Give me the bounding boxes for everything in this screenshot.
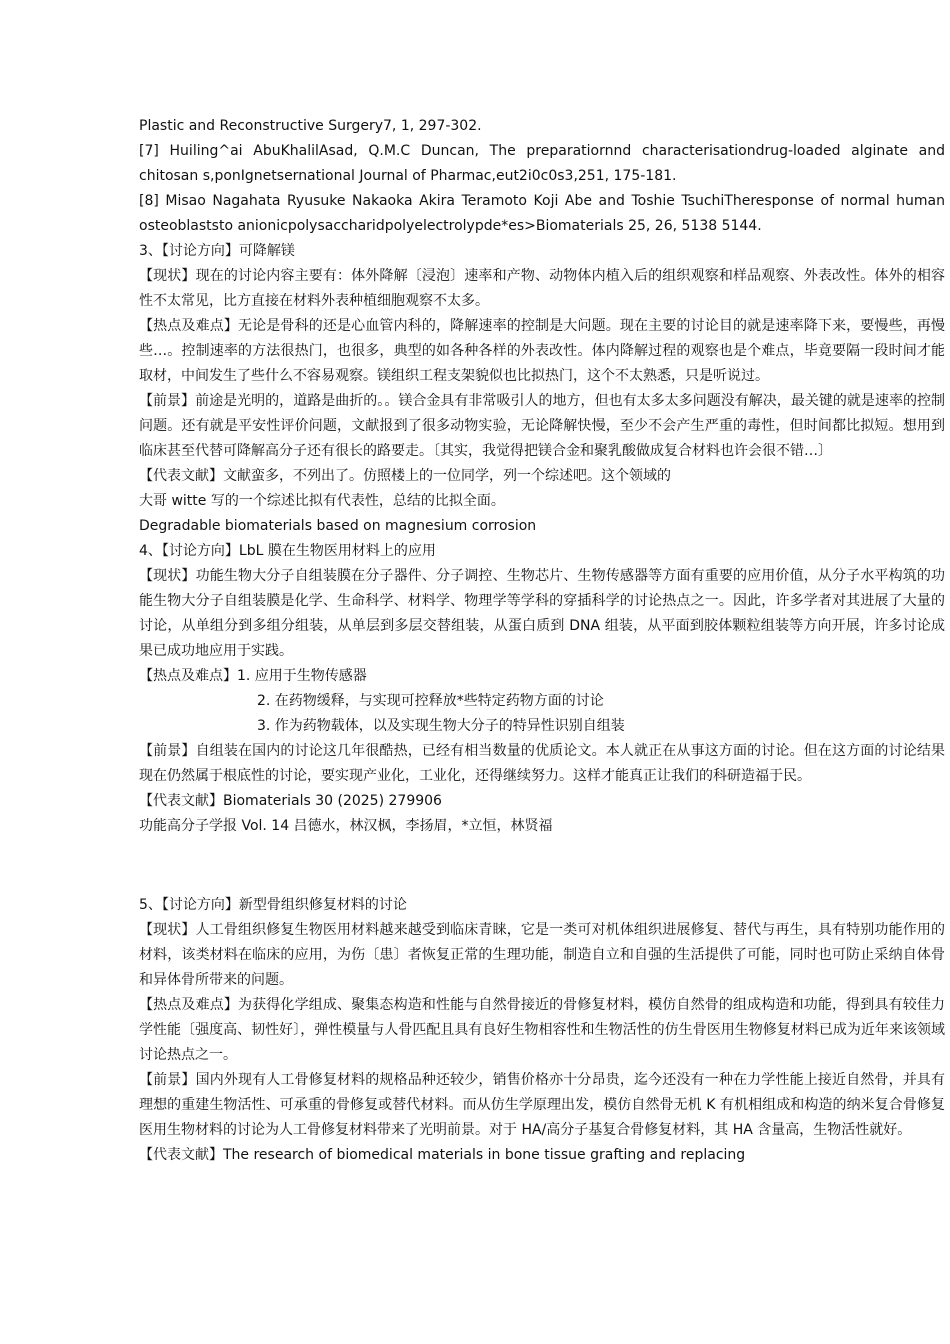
section-3-heading: 3、【讨论方向】可降解镁 xyxy=(139,243,295,259)
section-4-status: 【现状】功能生物大分子自组装膜在分子器件、分子调控、生物芯片、生物传感器等方面有重要的应用价值，从分子水平构筑的功能生物大分子自组装膜是化学、生命科学、材料学、物理学等学科的穿插科学的讨论热点之一。因此，许多学者对其进展了大量的讨论，从单组分到多组分组装，从单层到多层交替组装，从蛋白质到 DNA 组装，从平面到胶体颗粒组装等方向开展，许多讨论成果已成功地应用于实践。 xyxy=(139,568,945,659)
section-4-hotspot-item-3: 3. 作为药物载体，以及实现生物大分子的特异性识别自组装 xyxy=(257,718,625,734)
section-4-hotspot-item-1: 【热点及难点】1. 应用于生物传感器 xyxy=(139,668,367,684)
reference-7: [7] Huiling^ai AbuKhalilAsad, Q.M.C Duncan, The preparatiornnd characterisationdrug-loaded alginate and chitosan s,ponIgnetsernational Journal of Pharmac,eut2i0c0s3,251, 175-181. xyxy=(139,143,945,184)
section-3-hotspot: 【热点及难点】无论是骨科的还是心血管内科的，降解速率的控制是大问题。现在主要的讨论目的就是速率降下来，要慢些，再慢些…。控制速率的方法很热门，也很多，典型的如各种各样的外表改性。体内降解过程的观察也是个难点，毕竟要隔一段时间才能取材，中间发生了些什么不容易观察。镁组织工程支架貌似也比拟热门，这个不太熟悉，只是听说过。 xyxy=(139,318,945,384)
section-4-literature-line-1: 【代表文献】Biomaterials 30 (2025) 279906 xyxy=(139,793,442,809)
reference-8: [8] Misao Nagahata Ryusuke Nakaoka Akira Teramoto Koji Abe and Toshie TsuchiTheresponse of normal human osteoblaststo anionicpolysaccharidpolyelectrolypde*es>Biomaterials 25, 26, 5138 5144. xyxy=(139,193,945,234)
section-4-heading: 4、【讨论方向】LbL 膜在生物医用材料上的应用 xyxy=(139,543,436,559)
section-4-prospect: 【前景】自组装在国内的讨论这几年很酷热，已经有相当数量的优质论文。本人就正在从事这方面的讨论。但在这方面的讨论结果现在仍然属于根底性的讨论，要实现产业化，工业化，还得继续努力。这样才能真正让我们的科研造福于民。 xyxy=(139,743,945,784)
section-spacer xyxy=(139,839,945,893)
section-5-literature-line-1: 【代表文献】The research of biomedical materials in bone tissue grafting and replacing xyxy=(139,1147,746,1163)
section-5-prospect: 【前景】国内外现有人工骨修复材料的规格品种还较少，销售价格亦十分昂贵，迄今还没有一种在力学性能上接近自然骨，并具有理想的重建生物活性、可承重的骨修复或替代材料。而从仿生学原理出发，模仿自然骨无机 K 有机相组成和构造的纳米复合骨修复医用生物材料的讨论为人工骨修复材料带来了光明前景。对于 HA/高分子基复合骨修复材料，其 HA 含量高，生物活性就好。 xyxy=(139,1072,945,1138)
document-page xyxy=(139,114,945,1168)
section-3-prospect: 【前景】前途是光明的，道路是曲折的。。镁合金具有非常吸引人的地方，但也有太多太多问题没有解决，最关键的就是速率的控制问题。还有就是平安性评价问题，文献报到了很多动物实验，无论降解快慢，至少不会产生严重的毒性，但时间都比拟短。想用到临床甚至代替可降解高分子还有很长的路要走。〔其实，我觉得把镁合金和聚乳酸做成复合材料也许会很不错…〕 xyxy=(139,393,945,459)
section-4-literature-line-2: 功能高分子学报 Vol. 14 吕德水，林汉枫，李扬眉，*立恒，林贤福 xyxy=(139,818,553,834)
reference-tail: Plastic and Reconstructive Surgery7, 1, 297-302. xyxy=(139,118,482,134)
section-5-hotspot: 【热点及难点】为获得化学组成、聚集态构造和性能与自然骨接近的骨修复材料，模仿自然骨的组成构造和功能，得到具有较佳力学性能〔强度高、韧性好〕，弹性模量与人骨匹配且具有良好生物相容性和生物活性的仿生骨医用生物修复材料已成为近年来该领域讨论热点之一。 xyxy=(139,997,945,1063)
section-3-literature-line-1: 【代表文献】文献蛮多，不列出了。仿照楼上的一位同学，列一个综述吧。这个领域的 xyxy=(139,468,671,484)
section-5-heading: 5、【讨论方向】新型骨组织修复材料的讨论 xyxy=(139,897,407,913)
section-3-literature-line-2: 大哥 witte 写的一个综述比拟有代表性，总结的比拟全面。 xyxy=(139,493,505,509)
section-5-status: 【现状】人工骨组织修复生物医用材料越来越受到临床青睐，它是一类可对机体组织进展修复、替代与再生，具有特别功能作用的材料，该类材料在临床的应用，为伤〔患〕者恢复正常的生理功能，制造自立和自强的生活提供了可能，同时也可防止采纳自体骨和异体骨所带来的问题。 xyxy=(139,922,945,988)
section-3-status: 【现状】现在的讨论内容主要有：体外降解〔浸泡〕速率和产物、动物体内植入后的组织观察和样品观察、外表改性。体外的相容性不太常见，比方直接在材料外表种植细胞观察不太多。 xyxy=(139,268,945,309)
section-3-literature-line-3: Degradable biomaterials based on magnesium corrosion xyxy=(139,518,537,534)
section-4-hotspot-item-2: 2. 在药物缓释，与实现可控释放*些特定药物方面的讨论 xyxy=(257,693,604,709)
